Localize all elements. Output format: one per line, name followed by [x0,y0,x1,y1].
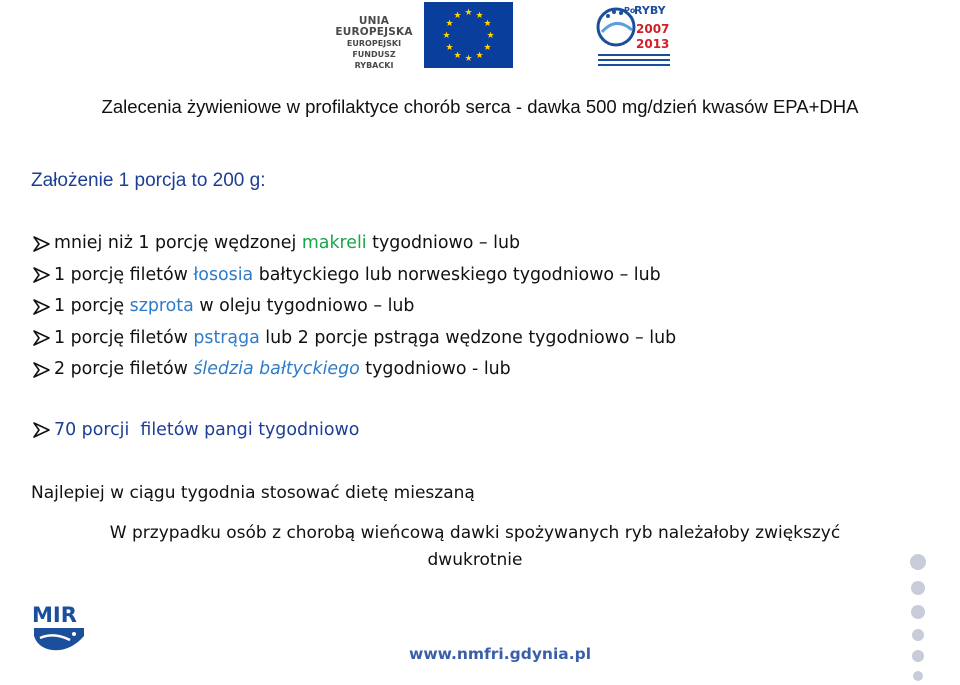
fish-name: śledzia bałtyckiego [193,359,360,379]
svg-text:★: ★ [483,43,492,53]
assumption-line: Założenie 1 porcja to 200 g: [31,170,266,191]
eu-fund-logo-text [328,16,420,71]
svg-text:★: ★ [486,31,495,41]
svg-text:★: ★ [453,51,462,61]
item-text: bałtyckiego lub norweskiego tygodniowo – lub [253,264,661,285]
arrow-bullet-icon [32,235,51,253]
item-text: 2 porcje filetów [54,359,194,379]
coronary-note: W przypadku osób z chorobą wieńcową dawki spożywanych ryb należałoby zwiększyć dwukrotnie [109,523,841,570]
poryby-po: Po [624,6,636,15]
eu-line-3: RYBACKI [354,61,394,70]
list-item [32,291,676,323]
svg-text:★: ★ [442,31,451,41]
item-text: tygodniowo - lub [359,359,511,379]
fish-name: makreli [301,233,367,253]
fish-name: szprota [129,296,194,316]
item-text: w oleju tygodniowo – lub [193,296,415,316]
arrow-bullet-icon [32,361,51,379]
website-url: www.nmfri.gdynia.pl [409,645,592,663]
svg-text:★: ★ [475,11,484,21]
svg-text:★: ★ [453,11,462,21]
arrow-bullet-icon [32,421,51,439]
list-item [32,260,676,292]
item-text: lub 2 porcje pstrąga wędzone tygodniowo – lub [259,327,677,348]
item-text: mniej niż 1 porcję wędzonej [54,233,302,253]
pangi-item [32,420,359,440]
svg-text:★: ★ [445,43,454,53]
item-text: 1 porcję [54,296,130,316]
list-item [32,228,676,260]
svg-text:★: ★ [483,19,492,29]
arrow-bullet-icon [32,329,51,347]
item-text: 1 porcję filetów [54,264,194,285]
eu-line-2: EUROPEJSKI FUNDUSZ [346,39,402,59]
mixed-diet-note: Najlepiej w ciągu tygodnia stosować dietę mieszaną [31,483,475,503]
arrow-bullet-icon [32,298,51,316]
item-text: 1 porcję filetów [54,327,194,348]
arrow-bullet-icon [32,266,51,284]
po-ryby-logo [594,2,674,74]
decorative-dots-icon [900,540,950,685]
list-item [32,354,676,386]
fish-name: łososia [193,264,254,285]
fish-name: pstrąga [193,327,260,348]
svg-text:★: ★ [475,51,484,61]
eu-flag-icon [424,2,513,68]
list-item [32,323,676,355]
item-text: tygodniowo – lub [366,233,521,253]
page-title: Zalecenia żywieniowe w profilaktyce chorób serca - dawka 500 mg/dzień kwasów EPA+DHA [101,96,859,117]
svg-text:★: ★ [464,8,473,18]
mir-logo [30,600,92,658]
mir-logo-text: MIR [32,603,77,627]
eu-line-1: UNIA EUROPEJSKA [335,15,413,38]
svg-text:★: ★ [464,54,473,64]
poryby-year-end: 2013 [636,37,670,51]
pangi-text: 70 porcji filetów pangi tygodniowo [54,420,360,440]
poryby-year-start: 2007 [636,22,670,36]
fish-list [32,228,676,386]
svg-text:★: ★ [445,19,454,29]
poryby-ryby: RYBY [634,4,666,17]
